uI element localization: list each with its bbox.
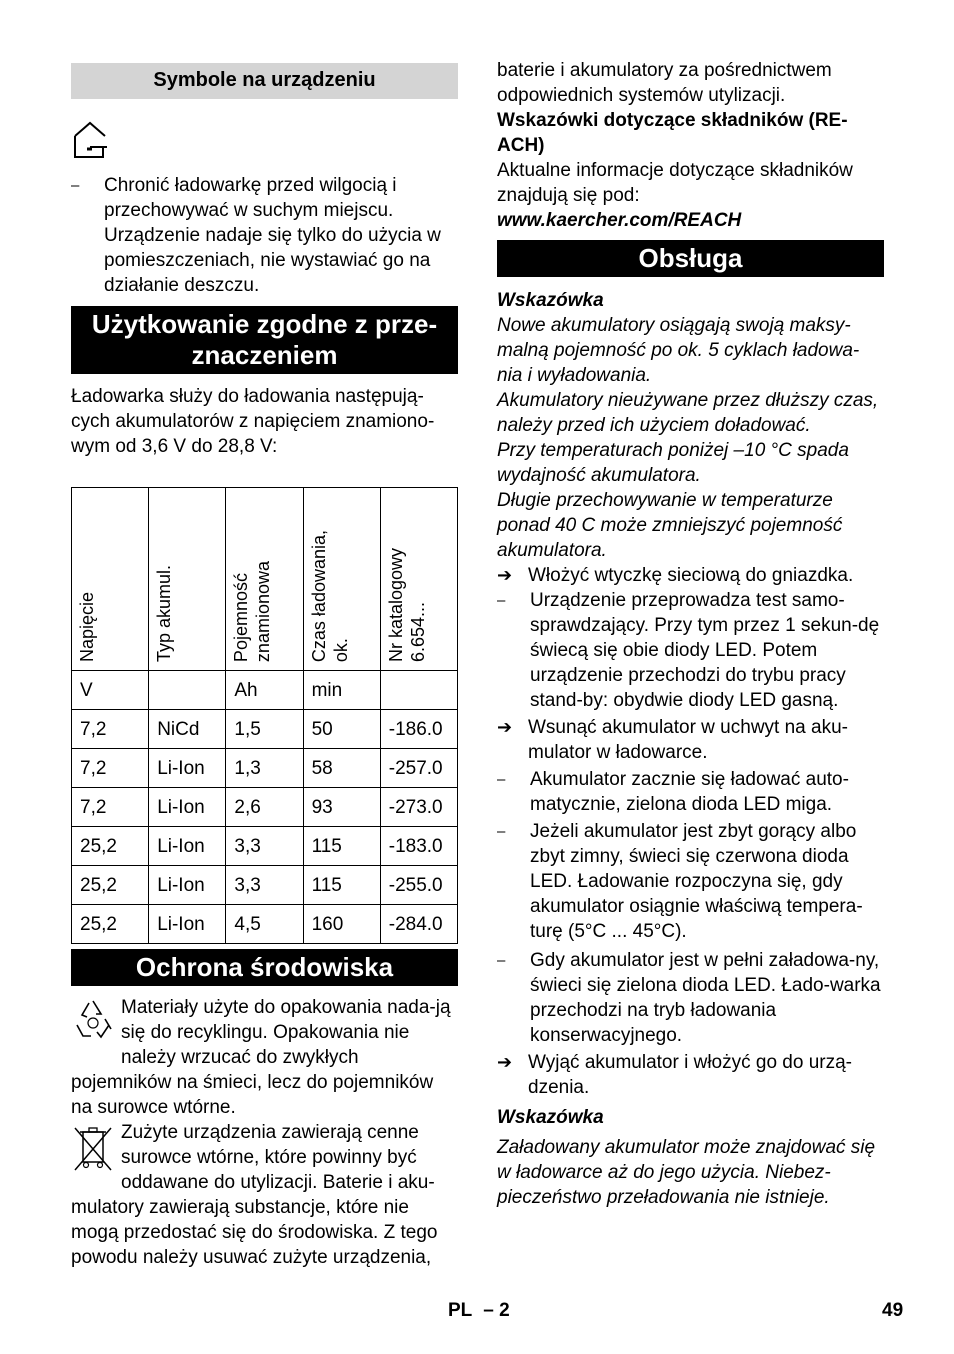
- step-item: [497, 563, 884, 588]
- note-text: Załadowany akumulator może znajdować się w ładowarce aż do jego użycia. Niebez-pieczeństwo przeładowania nie istnieje.: [497, 1137, 876, 1208]
- use-heading: Użytkowanie zgodne z prze-znaczeniem: [71, 306, 458, 374]
- table-cell: 50: [303, 710, 380, 749]
- step-item: [497, 1050, 884, 1100]
- table-cell: Li-Ion: [149, 827, 226, 866]
- symbols-text: Chronić ładowarkę przed wilgocią i przechowywać w suchym miejscu. Urządzenie nadaje się tylko do użycia w pomieszczeniach, nie wystawiać go na działanie deszczu.: [104, 175, 441, 296]
- table-cell: 115: [303, 827, 380, 866]
- table-cell: 58: [303, 749, 380, 788]
- arrow-icon: ➔: [497, 565, 513, 585]
- table-cell: -186.0: [380, 710, 457, 749]
- dash-mark: –: [71, 177, 80, 194]
- note-label: Wskazówka: [497, 1107, 604, 1128]
- use-text: Ładowarka służy do ładowania następują-cych akumulatorów z napięciem znamiono-wym od 3,6 V do 28,8 V:: [71, 386, 435, 457]
- recycling-paragraph: [71, 995, 458, 1120]
- table-cell: Li-Ion: [149, 749, 226, 788]
- table-cell: 1,3: [226, 749, 303, 788]
- table-row: [72, 749, 458, 788]
- dash-mark: –: [497, 592, 506, 609]
- note-text: Przy temperaturach poniżej –10 °C spada wydajność akumulatora.: [497, 440, 849, 486]
- table-cell: Li-Ion: [149, 905, 226, 944]
- battery-table: [71, 487, 458, 944]
- dash-mark: –: [497, 952, 506, 969]
- table-cell: 160: [303, 905, 380, 944]
- table-row: [72, 710, 458, 749]
- table-cell: 115: [303, 866, 380, 905]
- table-cell: 3,3: [226, 866, 303, 905]
- result-item: [497, 588, 884, 713]
- footer-language: [448, 1298, 510, 1323]
- step-text: Włożyć wtyczkę sieciową do gniazdka.: [528, 565, 854, 586]
- table-cell: -284.0: [380, 905, 457, 944]
- table-cell: Li-Ion: [149, 866, 226, 905]
- note-label: Wskazówka: [497, 290, 604, 311]
- table-cell: min: [303, 671, 380, 710]
- step-text: Wyjąć akumulator i włożyć go do urzą-dzenia.: [528, 1052, 853, 1098]
- continued-text: baterie i akumulatory za pośrednictwem odpowiednich systemów utylizacji.: [497, 60, 832, 106]
- left-column: [71, 63, 458, 1270]
- disposal-text: Zużyte urządzenia zawierają cenne surowce wtórne, które powinny być oddawane do utylizacji. Baterie i aku-mulatory zawierają substancje, które nie mogą przedostać się do środowiska. Z tego powodu należy usuwać zużyte urządzenia,: [71, 1122, 438, 1268]
- table-cell: 1,5: [226, 710, 303, 749]
- table-cell: 25,2: [72, 866, 149, 905]
- table-cell: [149, 671, 226, 710]
- table-cell: 93: [303, 788, 380, 827]
- result-text: Urządzenie przeprowadza test samo-sprawdzający. Przy tym przez 1 sekun-dę świecą się obie diody LED. Potem urządzenie przechodzi do trybu pracy stand-by: obydwie diody LED gasną.: [530, 590, 880, 711]
- table-cell: V: [72, 671, 149, 710]
- recycling-icon: [71, 997, 115, 1048]
- operation-heading: Obsługa: [497, 240, 884, 277]
- table-cell: 4,5: [226, 905, 303, 944]
- note-text: Nowe akumulatory osiągają swoją maksy-malną pojemność po ok. 5 cyklach ładowa-nia i wyładowania.: [497, 315, 860, 386]
- page-number: 49: [882, 1300, 904, 1321]
- table-cell: Ah: [226, 671, 303, 710]
- table-cell: Li-Ion: [149, 788, 226, 827]
- table-header-cell: Napięcie: [72, 488, 149, 671]
- result-text: Gdy akumulator jest w pełni załadowa-ny, świeci się zielona dioda LED. Łado-warka przechodzi na tryb ładowania konserwacyjnego.: [530, 950, 881, 1046]
- table-cell: NiCd: [149, 710, 226, 749]
- result-item: [497, 819, 884, 944]
- table-units-row: [72, 671, 458, 710]
- dash-mark: –: [497, 771, 506, 788]
- arrow-icon: ➔: [497, 1052, 513, 1072]
- result-item: [497, 948, 884, 1048]
- note-text: Długie przechowywanie w temperaturze ponad 40 C może zmniejszyć pojemność akumulatora.: [497, 490, 843, 561]
- table-cell: -255.0: [380, 866, 457, 905]
- table-row: [72, 905, 458, 944]
- reach-text: Aktualne informacje dotyczące składników znajdują się pod:: [497, 160, 853, 206]
- result-text: Jeżeli akumulator jest zbyt gorący albo zbyt zimny, świeci się czerwona dioda LED. Ładowanie rozpoczyna się, gdy akumulator osiągnie właściwą tempera-turę (5°C ... 45°C).: [530, 821, 863, 942]
- reach-link[interactable]: www.kaercher.com/REACH: [497, 210, 742, 231]
- table-row: [72, 827, 458, 866]
- table-header-row: [72, 488, 458, 671]
- table-row: [72, 788, 458, 827]
- table-row: [72, 866, 458, 905]
- table-header-cell: Czas ładowania, ok.: [303, 488, 380, 671]
- footer-lang-code: PL: [448, 1300, 472, 1321]
- table-cell: -183.0: [380, 827, 457, 866]
- table-cell: 2,6: [226, 788, 303, 827]
- result-item: [497, 767, 884, 817]
- indoor-use-house-icon: [71, 119, 458, 161]
- crossed-bin-icon: [71, 1122, 115, 1181]
- table-cell: 7,2: [72, 710, 149, 749]
- recycling-text: Materiały użyte do opakowania nada-ją się do recyklingu. Opakowania nie należy wrzucać do zwykłych pojemników na śmieci, lecz do pojemników na surowce wtórne.: [71, 997, 451, 1118]
- step-item: [497, 715, 884, 765]
- dash-mark: –: [497, 823, 506, 840]
- footer-lang-page: – 2: [483, 1300, 510, 1321]
- table-cell: 7,2: [72, 788, 149, 827]
- environment-heading: Ochrona środowiska: [71, 949, 458, 986]
- result-text: Akumulator zacznie się ładować auto-matycznie, zielona dioda LED miga.: [530, 769, 849, 815]
- table-header-cell: Nr katalogowy 6.654...: [380, 488, 457, 671]
- table-cell: 3,3: [226, 827, 303, 866]
- table-cell: 25,2: [72, 905, 149, 944]
- symbols-list-item: [71, 173, 458, 298]
- note-text: Akumulatory nieużywane przez dłuższy czas, należy przed ich użyciem doładować.: [497, 390, 879, 436]
- table-header-cell: Typ akumul.: [149, 488, 226, 671]
- table-cell: -257.0: [380, 749, 457, 788]
- arrow-icon: ➔: [497, 717, 513, 737]
- table-cell: 7,2: [72, 749, 149, 788]
- table-header-cell: Pojemność znamionowa: [226, 488, 303, 671]
- symbols-heading: Symbole na urządzeniu: [71, 63, 458, 99]
- step-text: Wsunąć akumulator w uchwyt na aku-mulator w ładowarce.: [528, 717, 848, 763]
- disposal-paragraph: [71, 1120, 458, 1270]
- reach-heading: Wskazówki dotyczące składników (RE-ACH): [497, 110, 848, 156]
- table-cell: [380, 671, 457, 710]
- right-column: [497, 58, 884, 1210]
- table-cell: -273.0: [380, 788, 457, 827]
- table-cell: 25,2: [72, 827, 149, 866]
